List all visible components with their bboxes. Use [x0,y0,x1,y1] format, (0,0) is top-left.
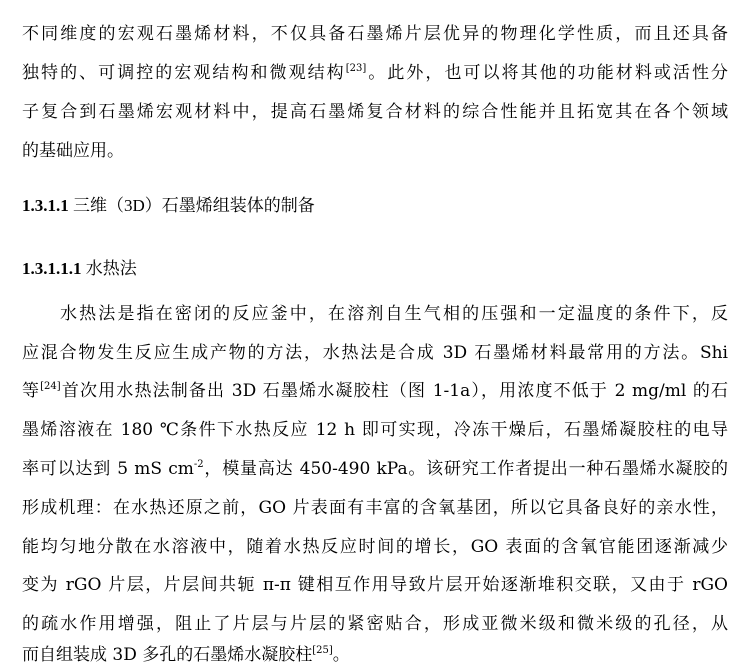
text-line: 应混合物发生反应生成产物的方法，水热法是合成 3D 石墨烯材料最常用的方法。Shi [22,343,728,363]
section-number: 1.3.1.1 [22,196,69,215]
text-line: 独特的、可调控的宏观结构和微观结构[23]。此外，也可以将其他的功能材料或活性分 [22,63,729,83]
subsection-heading [22,259,728,279]
section-number: 1.3.1.1.1 [22,259,82,278]
section-title: 三维（3D）石墨烯组装体的制备 [68,196,315,215]
citation: [23] [345,63,367,74]
text-line: 子复合到石墨烯宏观材料中，提高石墨烯复合材料的综合性能并且拓宽其在各个领域 [22,102,728,122]
citation: [25] [312,645,333,656]
text-line: 变为 rGO 片层，片层间共轭 π-π 键相互作用导致片层开始逐渐堆积交联，又由于 rGO [22,575,728,595]
text-line: 水热法是指在密闭的反应釜中，在溶剂自生气相的压强和一定温度的条件下，反 [60,304,728,324]
section-title: 水热法 [81,259,137,278]
section-heading [22,196,728,216]
text-line: 不同维度的宏观石墨烯材料，不仅具备石墨烯片层优异的物理化学性质，而且还具备 [22,24,728,44]
text-line: 等[24]首次用水热法制备出 3D 石墨烯水凝胶柱（图 1-1a），用浓度不低于 2 mg/ml 的石 [22,381,729,401]
superscript: -2 [193,459,204,470]
text-line: 的疏水作用增强，阻止了片层与片层的紧密贴合，形成亚微米级和微米级的孔径，从 [22,614,728,634]
text-line: 能均匀地分散在水溶液中，随着水热反应时间的增长，GO 表面的含氧官能团逐渐减少 [22,537,728,557]
citation: [24] [40,381,61,392]
text-line: 墨烯溶液在 180 ℃条件下水热反应 12 h 即可实现，冷冻干燥后，石墨烯凝胶柱的电导 [22,420,728,440]
text-line: 而自组装成 3D 多孔的石墨烯水凝胶柱[25]。 [22,645,350,665]
text-line: 的基础应用。 [22,141,124,161]
text-line: 形成机理：在水热还原之前，GO 片表面有丰富的含氧基团，所以它具备良好的亲水性， [22,498,728,518]
text-line: 率可以达到 5 mS $cm^{-2}$，模量高达 450-490 kPa。该研究工作者提出一种石墨烯水凝胶的 [22,459,729,479]
